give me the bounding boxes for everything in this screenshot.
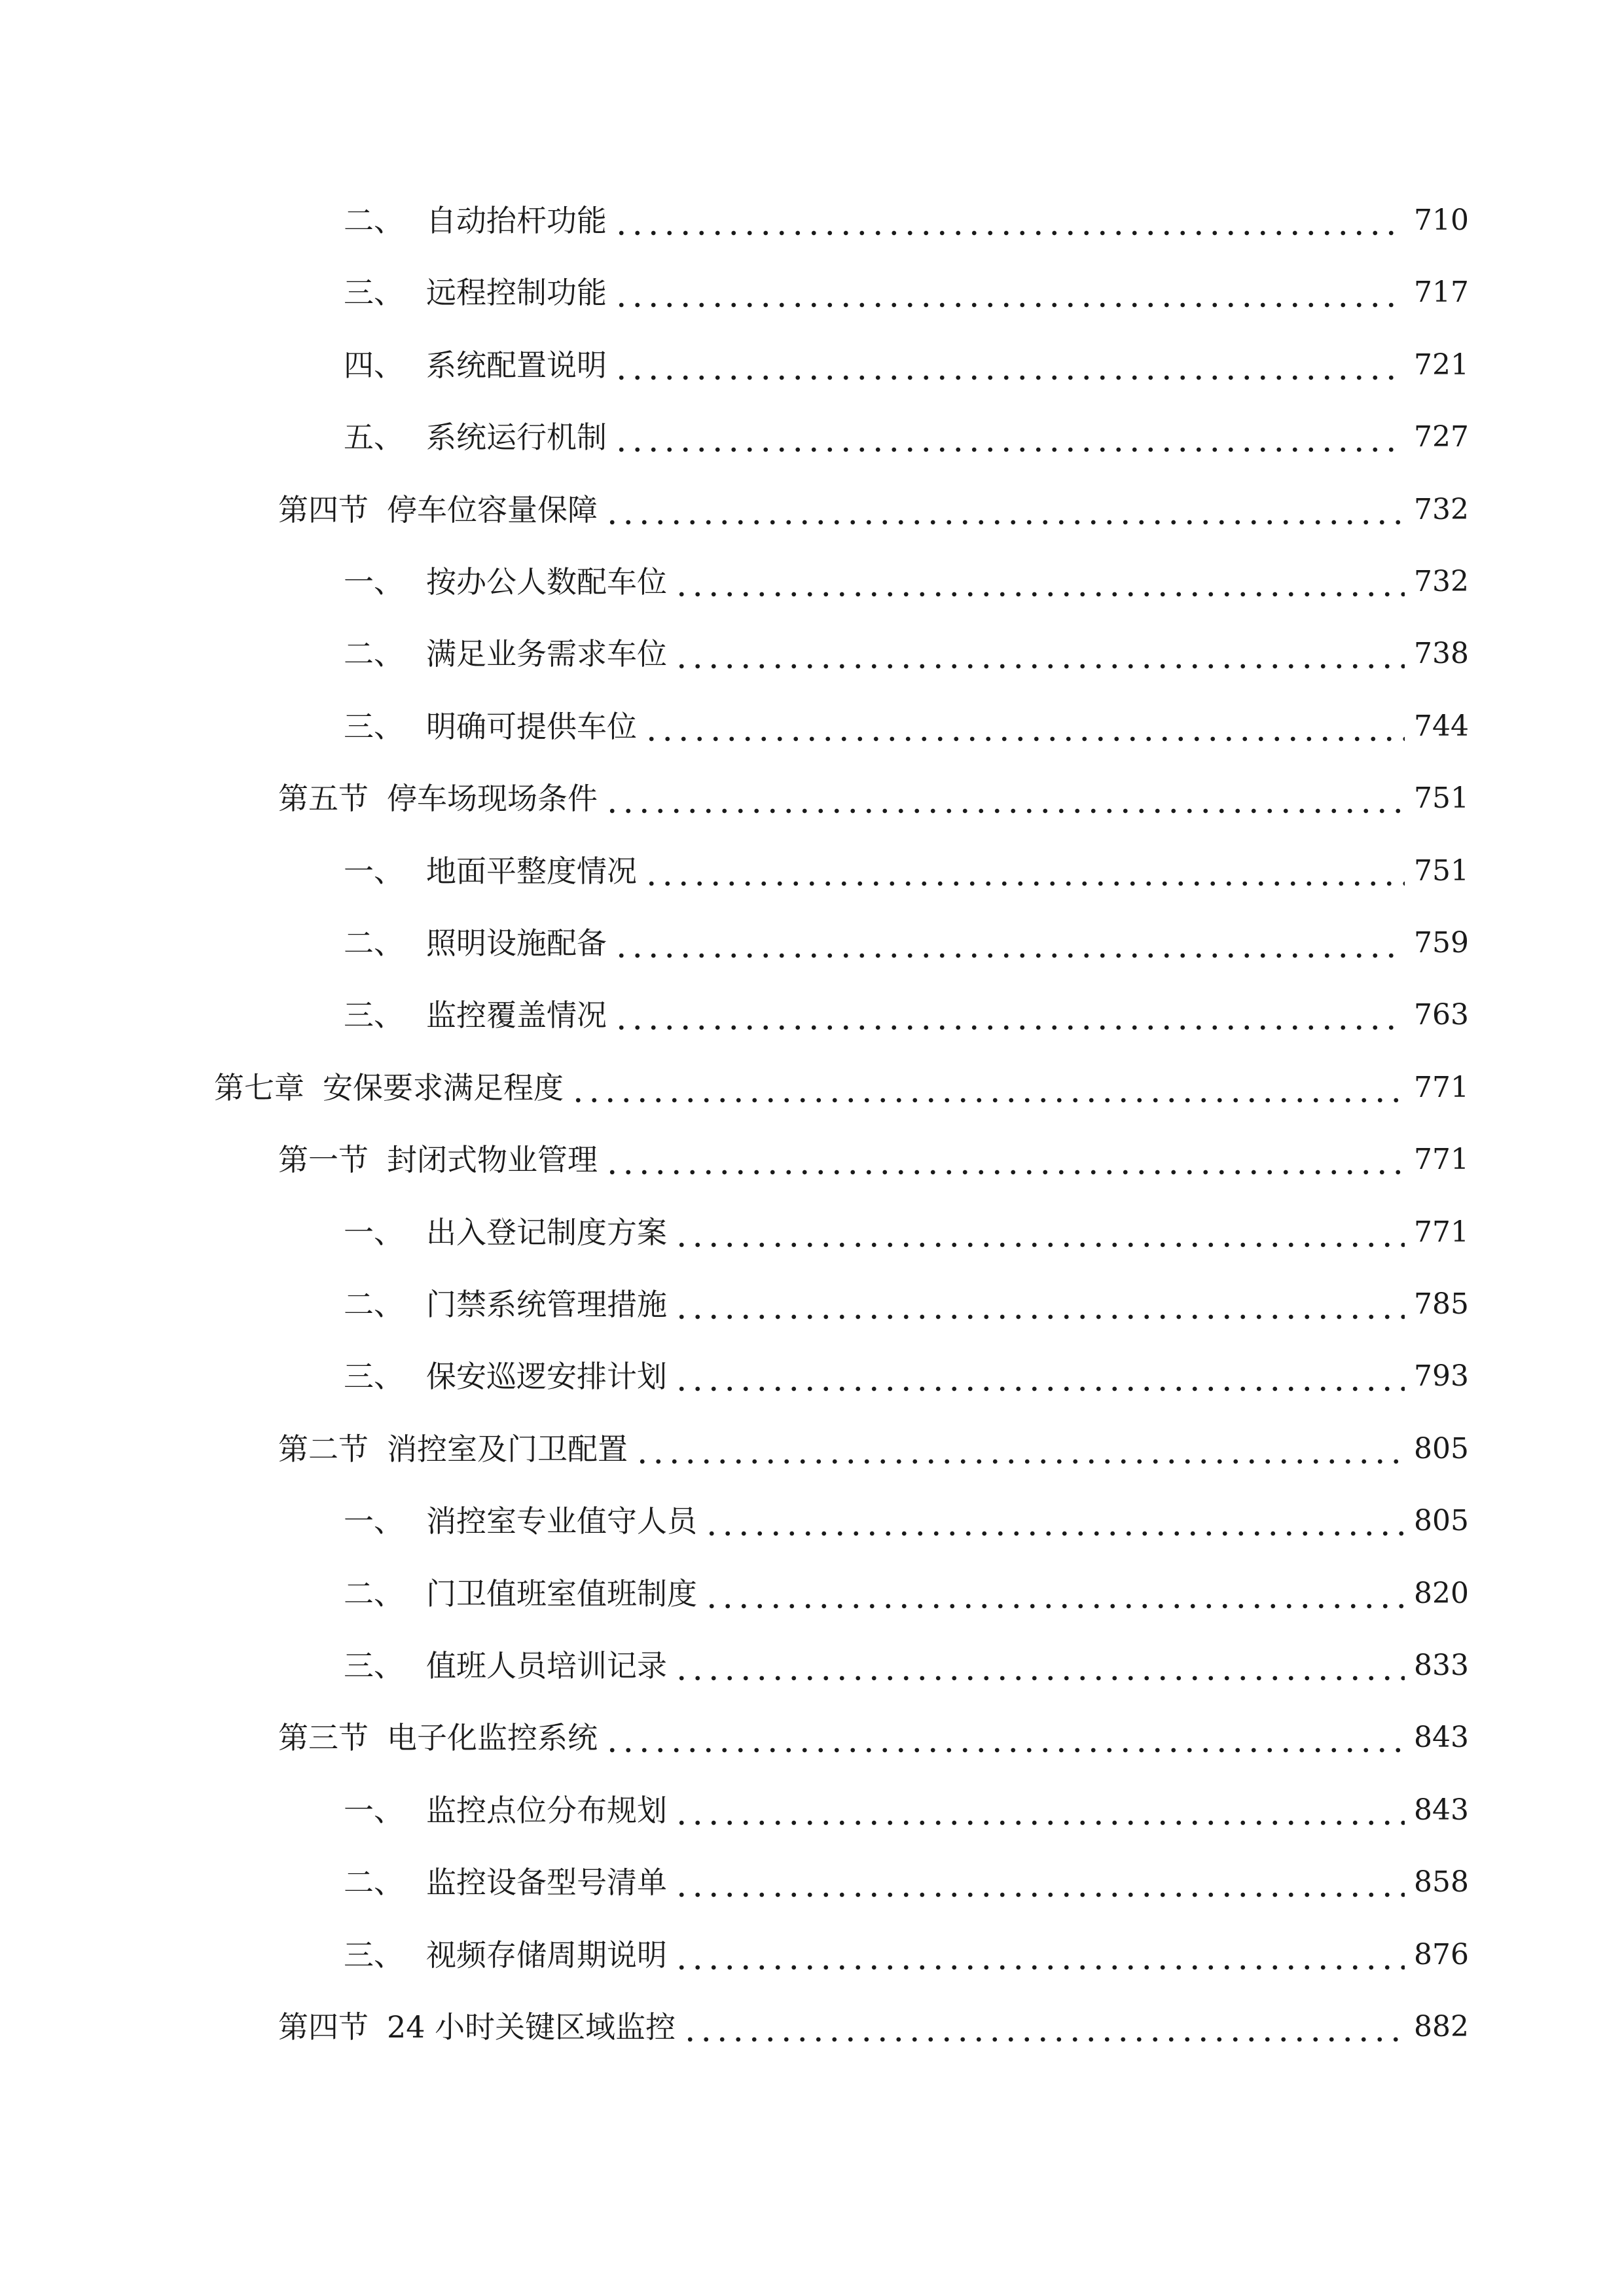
toc-entry-item[interactable]: [344, 1206, 1469, 1259]
toc-entry-page-number: 843: [1414, 1721, 1469, 1754]
toc-entry-page-number: 759: [1414, 926, 1469, 960]
toc-entry-title: 安保要求满足程度: [323, 1070, 564, 1105]
toc-entry-number: 二、: [344, 1865, 404, 1900]
toc-entry-section[interactable]: [278, 1423, 1469, 1475]
toc-entry-title: 系统运行机制: [426, 420, 607, 455]
toc-entry-item[interactable]: [344, 700, 1469, 753]
toc-entry-page-number: 805: [1414, 1504, 1469, 1537]
toc-entry-title: 24 小时关键区域监控: [387, 2009, 676, 2045]
dot-leader: [674, 1289, 1405, 1319]
toc-entry-title: 视频存储周期说明: [426, 1937, 667, 1973]
toc-entry-number: 二、: [344, 925, 404, 961]
dot-leader: [704, 1579, 1405, 1609]
toc-entry-title: 值班人员培训记录: [426, 1648, 667, 1683]
toc-entry-item[interactable]: [344, 1568, 1469, 1620]
toc-entry-number: 三、: [344, 709, 404, 744]
toc-entry-title: 停车位容量保障: [387, 492, 598, 528]
toc-entry-item[interactable]: [344, 266, 1469, 319]
toc-entry-title: 系统配置说明: [426, 348, 607, 383]
dot-leader: [674, 1361, 1405, 1391]
toc-entry-number: 第四节: [278, 2009, 369, 2045]
toc-entry-page-number: 727: [1414, 420, 1469, 454]
toc-entry-item[interactable]: [344, 1350, 1469, 1403]
toc-entry-section[interactable]: [278, 484, 1469, 536]
toc-entry-page-number: 882: [1414, 2010, 1469, 2043]
toc-entry-title: 电子化监控系统: [387, 1720, 598, 1755]
toc-entry-page-number: 820: [1414, 1577, 1469, 1610]
toc-entry-number: 三、: [344, 275, 404, 310]
toc-entry-section[interactable]: [278, 772, 1469, 825]
toc-entry-section[interactable]: [278, 1712, 1469, 1764]
toc-entry-item[interactable]: [344, 1278, 1469, 1331]
toc-entry-title: 照明设施配备: [426, 925, 607, 961]
toc-entry-item[interactable]: [344, 845, 1469, 897]
toc-entry-number: 三、: [344, 1648, 404, 1683]
toc-entry-item[interactable]: [344, 917, 1469, 969]
toc-entry-title: 监控点位分布规划: [426, 1793, 667, 1828]
toc-entry-section[interactable]: [278, 2001, 1469, 2053]
toc-entry-page-number: 785: [1414, 1287, 1469, 1321]
dot-leader: [604, 495, 1405, 525]
toc-entry-page-number: 738: [1414, 637, 1469, 670]
toc-entry-number: 一、: [344, 853, 404, 889]
toc-entry-chapter[interactable]: [214, 1062, 1469, 1114]
toc-entry-title: 封闭式物业管理: [387, 1142, 598, 1177]
toc-entry-title: 监控覆盖情况: [426, 997, 607, 1033]
toc-entry-number: 一、: [344, 564, 404, 600]
toc-entry-page-number: 771: [1414, 1143, 1469, 1176]
toc-entry-page-number: 805: [1414, 1432, 1469, 1465]
dot-leader: [613, 350, 1405, 380]
toc-entry-item[interactable]: [344, 411, 1469, 463]
toc-entry-title: 明确可提供车位: [426, 709, 637, 744]
toc-entry-title: 停车场现场条件: [387, 781, 598, 816]
dot-leader: [674, 639, 1405, 669]
toc-entry-page-number: 717: [1414, 276, 1469, 309]
toc-entry-page-number: 763: [1414, 998, 1469, 1031]
toc-entry-number: 二、: [344, 1287, 404, 1322]
toc-entry-number: 五、: [344, 420, 404, 455]
toc-entry-page-number: 771: [1414, 1215, 1469, 1249]
toc-entry-title: 保安巡逻安排计划: [426, 1359, 667, 1394]
dot-leader: [570, 1073, 1405, 1103]
toc-entry-page-number: 793: [1414, 1359, 1469, 1393]
toc-entry-section[interactable]: [278, 1134, 1469, 1186]
toc-entry-title: 门卫值班室值班制度: [426, 1576, 697, 1611]
toc-entry-title: 自动抬杆功能: [426, 203, 607, 238]
toc-entry-page-number: 732: [1414, 493, 1469, 526]
dot-leader: [604, 1145, 1405, 1175]
toc-entry-number: 三、: [344, 997, 404, 1033]
toc-entry-number: 四、: [344, 348, 404, 383]
dot-leader: [613, 206, 1405, 236]
toc-entry-number: 三、: [344, 1359, 404, 1394]
toc-entry-number: 第三节: [278, 1720, 369, 1755]
toc-entry-title: 按办公人数配车位: [426, 564, 667, 600]
dot-leader: [674, 567, 1405, 597]
toc-entry-title: 远程控制功能: [426, 275, 607, 310]
dot-leader: [674, 1217, 1405, 1247]
toc-entry-item[interactable]: [344, 556, 1469, 608]
toc-entry-page-number: 721: [1414, 348, 1469, 382]
toc-entry-page-number: 710: [1414, 204, 1469, 237]
toc-entry-number: 二、: [344, 1576, 404, 1611]
toc-entry-page-number: 876: [1414, 1938, 1469, 1971]
dot-leader: [613, 928, 1405, 958]
toc-entry-item[interactable]: [344, 1495, 1469, 1547]
toc-entry-page-number: 771: [1414, 1071, 1469, 1104]
toc-entry-item[interactable]: [344, 1640, 1469, 1692]
toc-entry-number: 一、: [344, 1503, 404, 1539]
toc-entry-number: 一、: [344, 1793, 404, 1828]
dot-leader: [674, 1867, 1405, 1897]
toc-entry-item[interactable]: [344, 1856, 1469, 1909]
toc-entry-title: 出入登记制度方案: [426, 1215, 667, 1250]
toc-entry-item[interactable]: [344, 194, 1469, 247]
toc-entry-item[interactable]: [344, 339, 1469, 391]
toc-entry-title: 地面平整度情况: [426, 853, 637, 889]
toc-entry-number: 一、: [344, 1215, 404, 1250]
toc-entry-number: 第五节: [278, 781, 369, 816]
toc-entry-title: 消控室及门卫配置: [387, 1431, 628, 1467]
dot-leader: [613, 1000, 1405, 1030]
toc-entry-item[interactable]: [344, 1784, 1469, 1837]
toc-entry-number: 第一节: [278, 1142, 369, 1177]
dot-leader: [613, 278, 1405, 308]
toc-entry-number: 第七章: [214, 1070, 304, 1105]
dot-leader: [674, 1651, 1405, 1681]
toc-entry-page-number: 833: [1414, 1649, 1469, 1682]
toc-entry-page-number: 751: [1414, 781, 1469, 815]
toc-entry-item[interactable]: [344, 628, 1469, 680]
toc-entry-number: 三、: [344, 1937, 404, 1973]
toc-entry-item[interactable]: [344, 1929, 1469, 1981]
toc-entry-title: 满足业务需求车位: [426, 636, 667, 672]
toc-entry-number: 二、: [344, 636, 404, 672]
toc-entry-page-number: 858: [1414, 1865, 1469, 1899]
toc-entry-title: 门禁系统管理措施: [426, 1287, 667, 1322]
toc-entry-number: 第二节: [278, 1431, 369, 1467]
dot-leader: [674, 1795, 1405, 1825]
toc-entry-title: 消控室专业值守人员: [426, 1503, 697, 1539]
dot-leader: [643, 856, 1405, 886]
toc-entry-page-number: 751: [1414, 854, 1469, 888]
dot-leader: [682, 2012, 1405, 2042]
toc-entry-page-number: 744: [1414, 709, 1469, 743]
dot-leader: [604, 1723, 1405, 1753]
toc-entry-number: 二、: [344, 203, 404, 238]
dot-leader: [704, 1506, 1405, 1536]
toc-entry-number: 第四节: [278, 492, 369, 528]
dot-leader: [634, 1434, 1405, 1464]
toc-entry-item[interactable]: [344, 989, 1469, 1041]
toc-entry-page-number: 732: [1414, 565, 1469, 598]
toc-entry-page-number: 843: [1414, 1793, 1469, 1827]
toc-entry-title: 监控设备型号清单: [426, 1865, 667, 1900]
dot-leader: [613, 422, 1405, 452]
dot-leader: [674, 1940, 1405, 1970]
dot-leader: [604, 783, 1405, 814]
dot-leader: [643, 711, 1405, 742]
